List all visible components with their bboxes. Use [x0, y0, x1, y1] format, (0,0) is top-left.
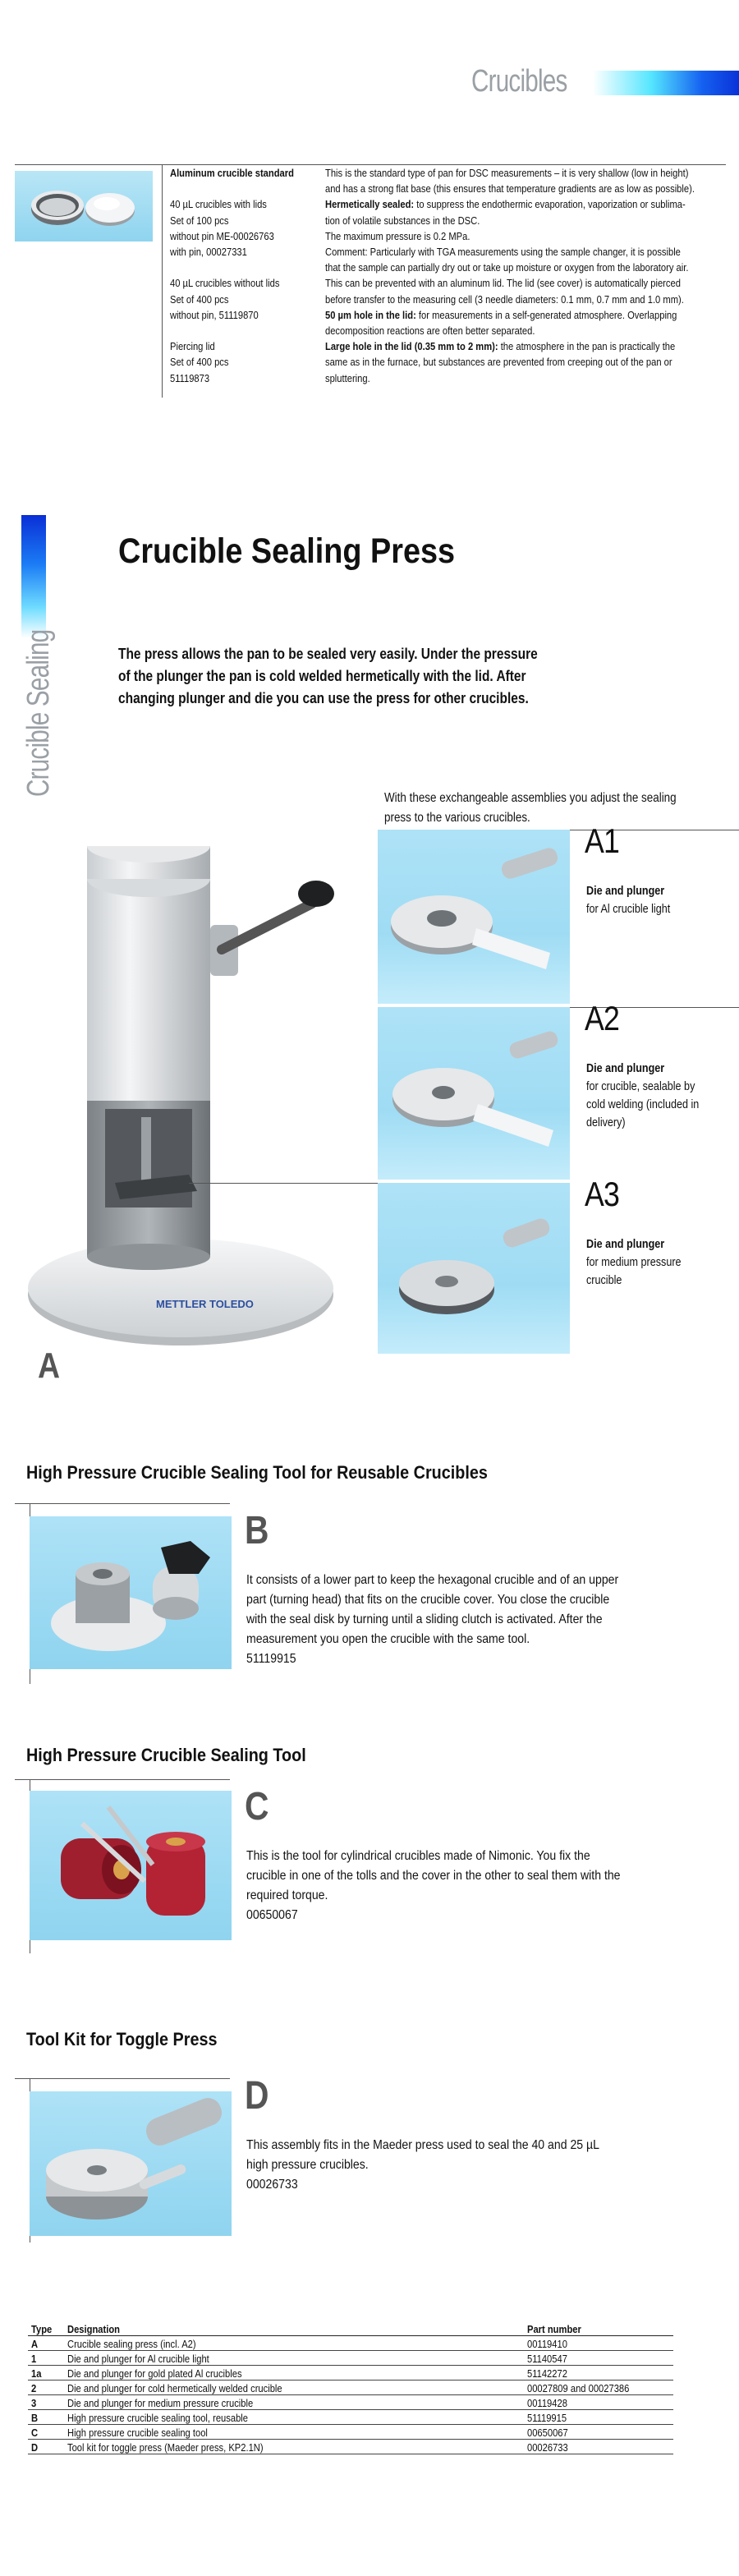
crucible-description-line	[325, 196, 686, 212]
page-title: Crucibles	[471, 64, 567, 99]
header-designation: Designation	[67, 2323, 120, 2335]
designation-cell: Die and plunger for medium pressure crucible	[67, 2397, 254, 2409]
crucible-variant-line: Set of 400 pcs	[170, 292, 229, 306]
crucible-description-text: for measurements in a self-generated atmosphere. Overlapping	[415, 308, 677, 321]
brand-label: METTLER TOLEDO	[156, 1298, 254, 1310]
section-b-title: High Pressure Crucible Sealing Tool for Reusable Crucibles	[26, 1462, 488, 1483]
crucible-description-line	[325, 228, 676, 244]
section-c-line: 00650067	[246, 1908, 298, 1922]
sealing-press-photo	[25, 846, 353, 1372]
header-part-number: Part number	[527, 2323, 581, 2335]
table-row	[28, 2410, 673, 2425]
type-cell: 1	[31, 2353, 37, 2365]
crucible-description-emphasis: Large hole in the lid (0.35 mm to 2 mm):	[325, 340, 498, 353]
type-cell: B	[31, 2412, 39, 2424]
section-d-line: high pressure crucibles.	[246, 2158, 369, 2172]
assembly-a2-photo	[378, 1007, 570, 1180]
crucible-description-line	[325, 370, 676, 386]
section-c-text	[246, 1847, 739, 1925]
crucible-description-text: This is the standard type of pan for DSC measurements – it is very shallow (low in height)	[325, 167, 689, 179]
section-b-rule	[15, 1503, 230, 1504]
section-b-line: It consists of a lower part to keep the hexagonal crucible and of an upper	[246, 1573, 619, 1587]
parts-table-header	[28, 2321, 673, 2336]
crucible-description-text: to suppress the endothermic evaporation, vaporization or sublima-	[414, 198, 686, 211]
designation-cell: Crucible sealing press (incl. A2)	[67, 2338, 196, 2350]
side-section-label-text: Crucible Sealing	[21, 629, 56, 797]
crucible-variant-line	[170, 323, 297, 338]
part-number-cell: 00119428	[527, 2397, 567, 2409]
section-b-photo	[30, 1516, 232, 1669]
type-cell: C	[31, 2426, 39, 2439]
press-title: Crucible Sealing Press	[118, 531, 456, 571]
header-type: Type	[31, 2323, 53, 2335]
crucible-description-line	[325, 307, 676, 323]
crucible-variant-line: Piercing lid	[170, 340, 215, 353]
section-b-letter: B	[245, 1509, 269, 1552]
part-number-cell: 51119915	[527, 2412, 567, 2424]
assembly-a2-text	[586, 1060, 739, 1132]
crucible-variant-line: 51119873	[170, 371, 210, 384]
part-number-cell: 51142272	[527, 2367, 567, 2380]
part-number-cell: 00119410	[527, 2338, 567, 2350]
part-number-cell: 00027809 and 00027386	[527, 2382, 630, 2394]
type-cell: 1a	[31, 2367, 42, 2380]
section-c-title: High Pressure Crucible Sealing Tool	[26, 1745, 306, 1765]
assembly-a1-code: A1	[585, 821, 619, 860]
press-description-line: of the plunger the pan is cold welded hermetically with the lid. After	[118, 668, 526, 684]
table-divider	[162, 164, 163, 398]
type-cell: 3	[31, 2397, 37, 2409]
assembly-a3-title: Die and plunger	[586, 1237, 665, 1251]
type-cell: A	[31, 2338, 39, 2350]
crucible-description-line	[325, 165, 689, 181]
part-number-cell: 00026733	[527, 2441, 568, 2454]
section-b-line: 51119915	[246, 1652, 296, 1666]
designation-cell: Tool kit for toggle press (Maeder press, KP2.1N)	[67, 2441, 264, 2454]
assembly-a2-line: delivery)	[586, 1116, 626, 1129]
crucible-description-text: decomposition reactions are often better separated.	[325, 324, 535, 338]
parts-table	[28, 2321, 673, 2454]
assembly-note-line: With these exchangeable assemblies you adjust the sealing	[384, 791, 677, 805]
section-b-line: measurement you open the crucible with the same tool.	[246, 1632, 530, 1646]
crucible-description-text: and has a strong flat base (this ensures that temperature gradients are as low as possible).	[325, 182, 695, 196]
section-b-text	[246, 1571, 739, 1669]
section-c-line: This is the tool for cylindrical crucibles made of Nimonic. You fix the	[246, 1849, 590, 1863]
assembly-a3-code: A3	[585, 1175, 619, 1213]
crucible-description-line	[325, 213, 676, 228]
section-c-letter: C	[245, 1785, 269, 1828]
press-letter: A	[38, 1346, 61, 1386]
crucible-variants	[170, 165, 318, 386]
press-description-line: changing plunger and die you can use the press for other crucibles.	[118, 690, 529, 706]
assembly-a2-line: cold welding (included in	[586, 1097, 700, 1111]
section-d-title: Tool Kit for Toggle Press	[26, 2029, 218, 2049]
crucible-description-text: same as in the furnace, but substances are prevented from creeping out of the pan or	[325, 356, 672, 369]
section-c-line: required torque.	[246, 1888, 328, 1902]
designation-cell: Die and plunger for gold plated Al crucibles	[67, 2367, 242, 2380]
section-c-rule	[15, 1779, 230, 1780]
crucible-photo	[15, 171, 153, 242]
section-b-line: with the seal disk by turning until a sliding clutch is activated. After the	[246, 1612, 603, 1626]
crucible-variant-line	[170, 181, 297, 196]
designation-cell: High pressure crucible sealing tool	[67, 2426, 208, 2439]
assembly-a3-text	[586, 1235, 739, 1290]
table-row	[28, 2440, 673, 2454]
section-c-line: crucible in one of the tolls and the cover in the other to seal them with the	[246, 1869, 621, 1883]
crucible-variant-line: Aluminum crucible standard	[170, 167, 294, 179]
designation-cell: High pressure crucible sealing tool, reusable	[67, 2412, 248, 2424]
assembly-a3-line: for medium pressure	[586, 1255, 682, 1269]
assembly-note-line: press to the various crucibles.	[384, 811, 530, 825]
designation-cell: Die and plunger for cold hermetically welded crucible	[67, 2382, 282, 2394]
assembly-a1-line: for Al crucible light	[586, 902, 671, 916]
assembly-a1-text	[586, 882, 739, 918]
crucible-variant-line	[170, 260, 297, 275]
crucible-variant-line: without pin, 51119870	[170, 308, 259, 321]
section-d-photo	[30, 2091, 232, 2236]
assembly-a3-line: crucible	[586, 1273, 622, 1287]
crucible-description	[325, 165, 732, 386]
section-d-line: This assembly fits in the Maeder press used to seal the 40 and 25 µL	[246, 2138, 599, 2152]
assembly-a2-line: for crucible, sealable by	[586, 1079, 695, 1093]
crucible-description-line	[325, 323, 676, 338]
side-section-label	[21, 468, 56, 797]
part-number-cell: 00650067	[527, 2426, 568, 2439]
table-row	[28, 2380, 673, 2395]
crucible-variant-line: 40 µL crucibles without lids	[170, 277, 280, 290]
crucible-description-line	[325, 275, 681, 291]
crucible-description-text: the atmosphere in the pan is practically the	[498, 340, 676, 353]
crucible-variant-line: without pin ME-00026763	[170, 229, 274, 242]
section-d-text	[246, 2136, 739, 2195]
crucible-description-text: before transfer to the measuring cell (3 needle diameters: 0.1 mm, 0.7 mm and 1.0 mm).	[325, 292, 684, 306]
type-cell: D	[31, 2441, 39, 2454]
crucible-variant-line: with pin, 00027331	[170, 246, 247, 259]
crucible-description-line	[325, 354, 676, 370]
table-row	[28, 2366, 673, 2380]
assembly-a3-photo	[378, 1183, 570, 1354]
assembly-a1-title: Die and plunger	[586, 884, 665, 898]
table-row	[28, 2395, 673, 2410]
crucible-variant-line: Set of 100 pcs	[170, 214, 229, 227]
crucible-description-line	[325, 338, 676, 354]
crucible-description-line	[325, 260, 689, 275]
designation-cell: Die and plunger for Al crucible light	[67, 2353, 209, 2365]
crucible-description-text: that the sample can partially dry out or take up moisture or oxygen from the laboratory air.	[325, 261, 689, 274]
section-d-rule	[15, 2078, 230, 2079]
section-d-letter: D	[245, 2074, 269, 2118]
crucible-description-emphasis: Hermetically sealed:	[325, 198, 415, 211]
header-gradient-bar	[593, 71, 739, 95]
crucible-description-text: spluttering.	[325, 371, 370, 384]
assembly-note	[384, 789, 739, 828]
press-description-line: The press allows the pan to be sealed very easily. Under the pressure	[118, 646, 538, 662]
type-cell: 2	[31, 2382, 37, 2394]
section-d-line: 00026733	[246, 2178, 298, 2192]
crucible-description-emphasis: 50 µm hole in the lid:	[325, 308, 416, 321]
table-row	[28, 2425, 673, 2440]
crucible-description-text: The maximum pressure is 0.2 MPa.	[325, 229, 470, 242]
table-row	[28, 2351, 673, 2366]
press-description	[118, 643, 627, 710]
assembly-a1-photo	[378, 830, 570, 1004]
assembly-a2-title: Die and plunger	[586, 1061, 665, 1075]
section-c-photo	[30, 1791, 232, 1940]
crucible-description-text: tion of volatile substances in the DSC.	[325, 214, 480, 227]
section-b-line: part (turning head) that fits on the crucible cover. You close the crucible	[246, 1593, 610, 1607]
table-row	[28, 2336, 673, 2351]
crucible-description-text: Comment: Particularly with TGA measurements using the sample changer, it is possible	[325, 246, 681, 259]
crucible-description-line	[325, 244, 681, 260]
part-number-cell: 51140547	[527, 2353, 567, 2365]
assembly-a2-code: A2	[585, 999, 619, 1037]
crucible-variant-line: 40 µL crucibles with lids	[170, 198, 267, 211]
crucible-variant-line: Set of 400 pcs	[170, 356, 229, 369]
crucible-description-line	[325, 292, 684, 307]
crucible-description-line	[325, 181, 695, 196]
crucible-description-text: This can be prevented with an aluminum lid. The lid (see cover) is automatically pierced	[325, 277, 681, 290]
